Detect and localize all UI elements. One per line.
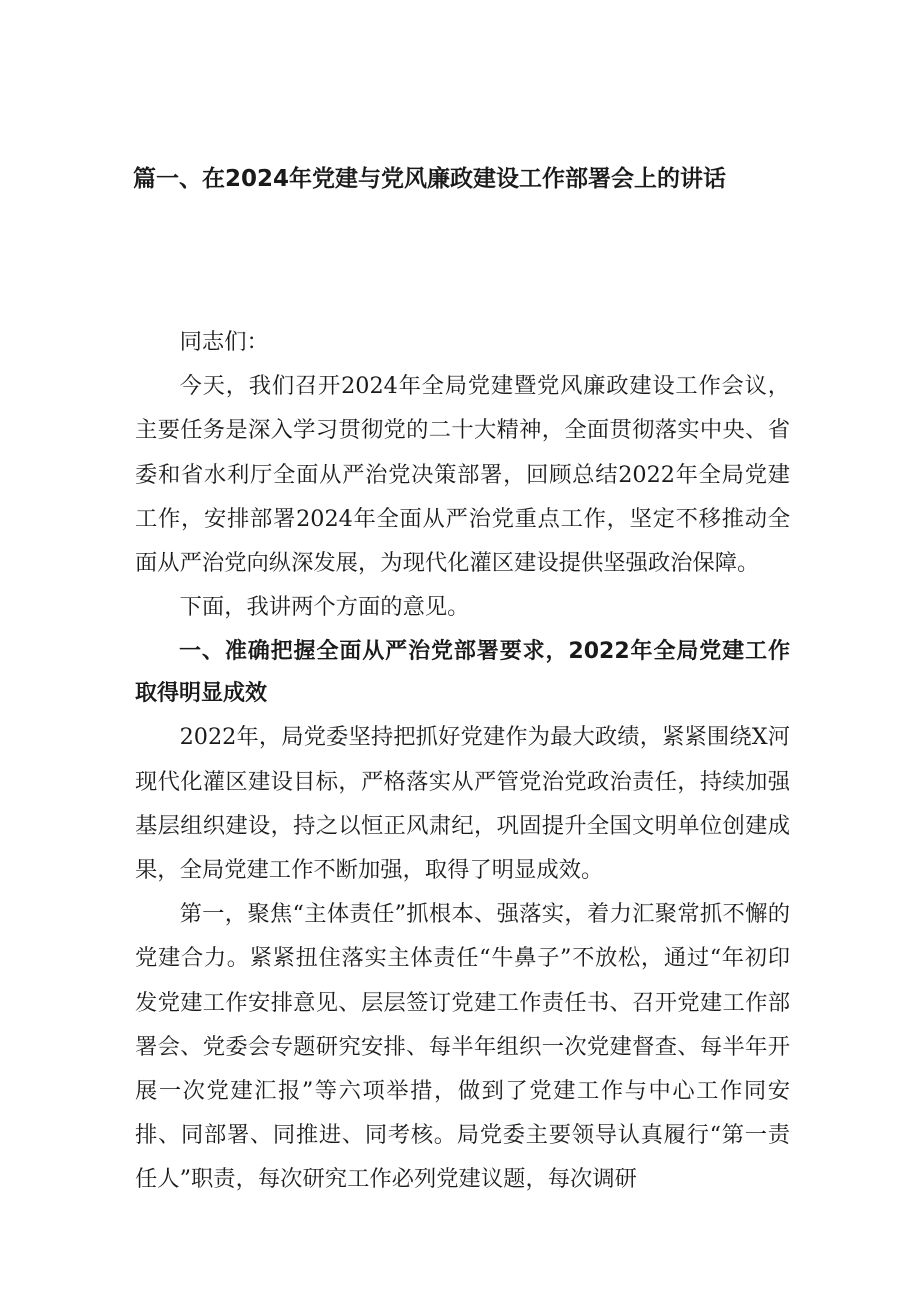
document-title: 篇一、在2024年党建与党风廉政建设工作部署会上的讲话 bbox=[133, 166, 727, 192]
paragraph-summary: 2022年，局党委坚持把抓好党建作为最大政绩，紧紧围绕X河现代化灌区建设目标，严格落实从严管党治党政治责任，持续加强基层组织建设，持之以恒正风肃纪，巩固提升全国文明单位创建成果，全局党建工作不断加强，取得了明显成效。 bbox=[135, 724, 790, 884]
paragraph-transition: 下面，我讲两个方面的意见。 bbox=[179, 594, 470, 621]
salutation: 同志们： bbox=[179, 329, 269, 355]
document-body bbox=[135, 320, 790, 1202]
paragraph-point-one: 第一，聚焦“主体责任”抓根本、强落实，着力汇聚常抓不懈的党建合力。紧紧扭住落实主体责任“牛鼻子”不放松，通过“年初印发党建工作安排意见、层层签订党建工作责任书、召开党建工作部署会、党委会专题研究安排、每半年组织一次党建督查、每半年开展一次党建汇报”等六项举措，做到了党建工作与中心工作同安排、同部署、同推进、同考核。局党委主要领导认真履行“第一责任人”职责，每次研究工作必列党建议题，每次调研 bbox=[135, 901, 790, 1193]
section-heading-one: 一、准确把握全面从严治党部署要求，2022年全局党建工作取得明显成效 bbox=[135, 639, 790, 707]
paragraph-intro: 今天，我们召开2024年全局党建暨党风廉政建设工作会议，主要任务是深入学习贯彻党的二十大精神，全面贯彻落实中央、省委和省水利厅全面从严治党决策部署，回顾总结2022年全局党建工作，安排部署2024年全面从严治党重点工作，坚定不移推动全面从严治党向纵深发展，为现代化灌区建设提供坚强政治保障。 bbox=[135, 373, 790, 577]
